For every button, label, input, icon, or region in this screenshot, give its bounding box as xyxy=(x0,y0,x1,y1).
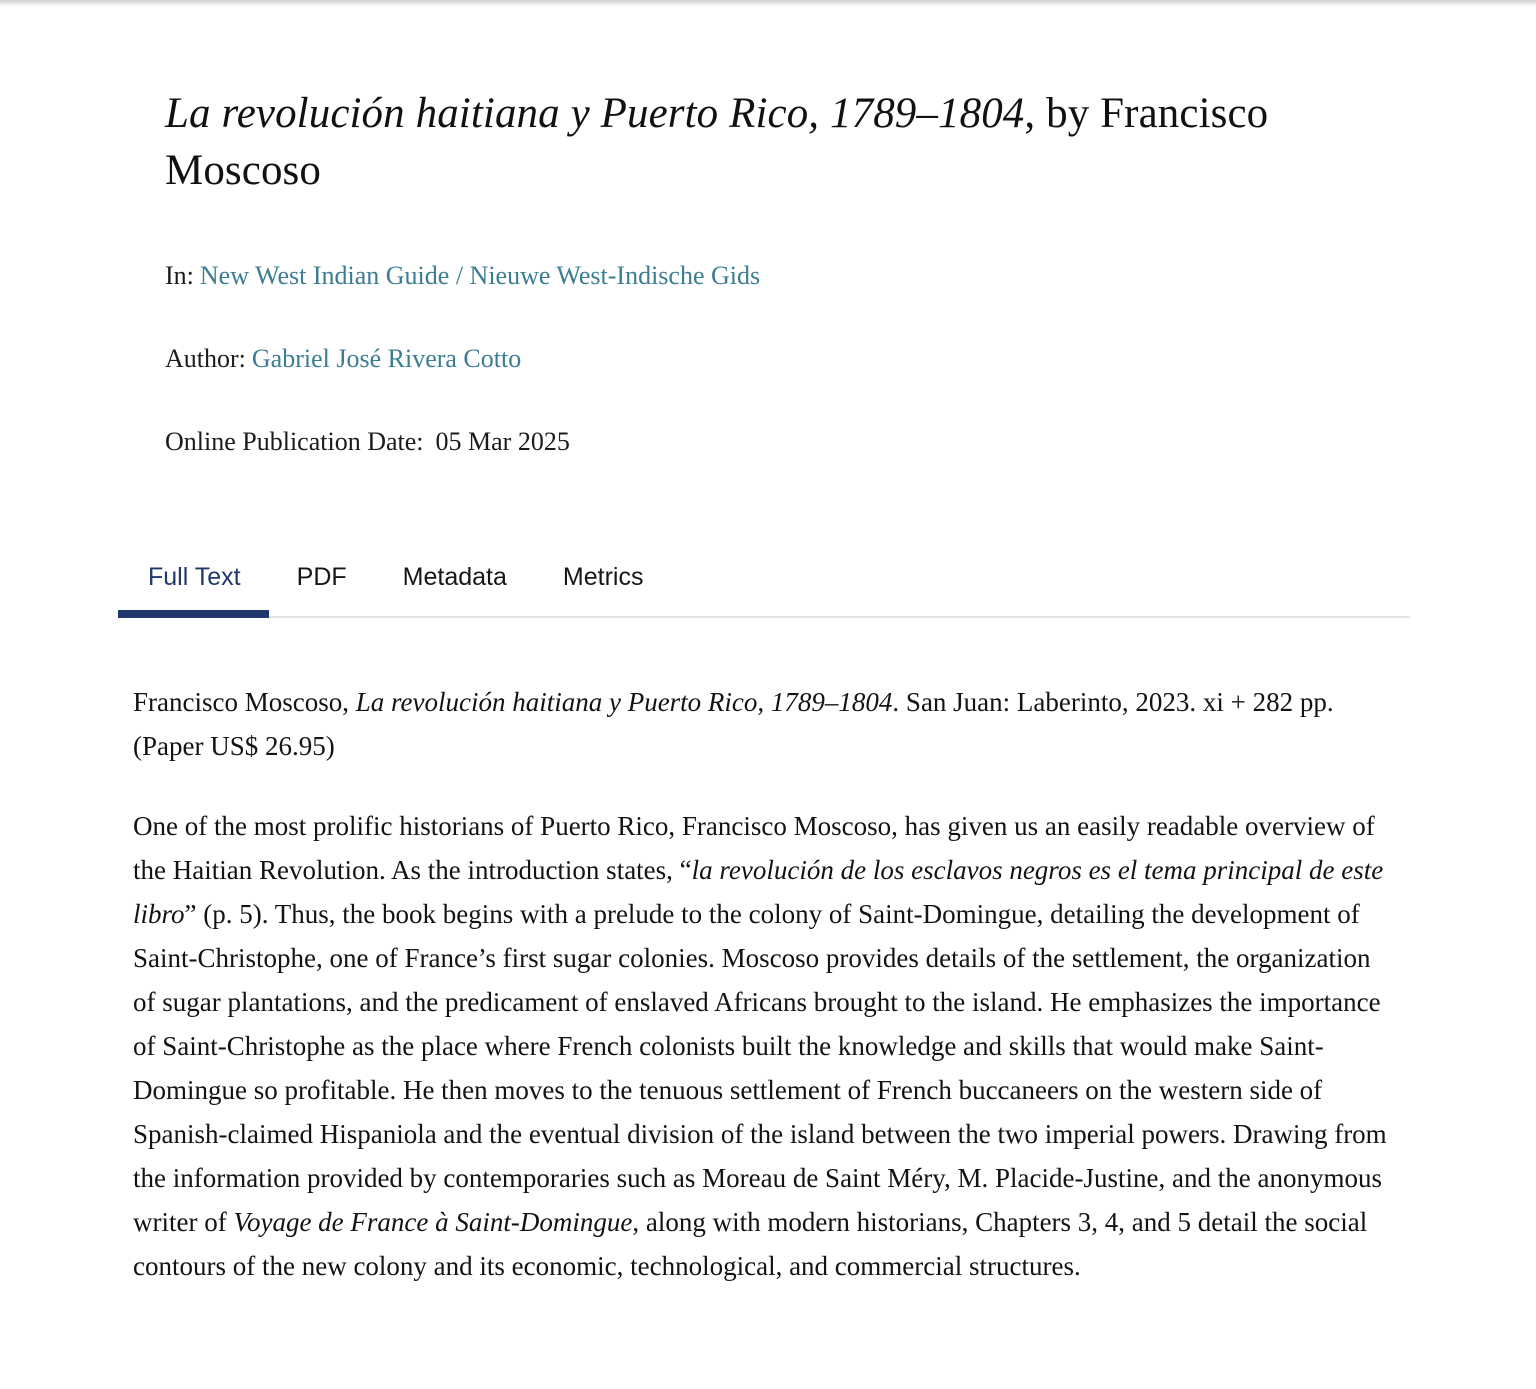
metadata-row-author xyxy=(165,339,1390,378)
journal-link[interactable]: New West Indian Guide / Nieuwe West-Indische Gids xyxy=(199,261,761,291)
review-paragraph-1 xyxy=(133,804,1390,1288)
author-link[interactable]: Gabriel José Rivera Cotto xyxy=(251,344,522,374)
publication-date-label: Online Publication Date: xyxy=(165,427,424,457)
citation-tail: . San Juan: Laberinto, 2023. xi + 282 pp. (Paper US$ 26.95) xyxy=(133,687,1334,762)
review-text-a: One of the most prolific historians of Puerto Rico, Francisco Moscoso, has given us an easily readable overview of the Haitian Revolution. As the introduction states, “ xyxy=(133,811,1375,886)
tab-metadata[interactable]: Metadata xyxy=(375,565,535,616)
citation-lead: Francisco Moscoso, xyxy=(133,687,356,718)
article-content xyxy=(0,680,1536,1288)
window-top-border xyxy=(0,0,1536,7)
page-title xyxy=(165,85,1390,199)
publication-date-value: 05 Mar 2025 xyxy=(435,427,570,457)
article-tabbar xyxy=(0,565,1536,618)
page-title-roman-part: , by Francisco Moscoso xyxy=(165,90,1269,195)
tab-metrics[interactable]: Metrics xyxy=(535,565,672,616)
page-title-italic-part: La revolución haitiana y Puerto Rico, 1789–1804 xyxy=(165,90,1025,137)
citation-work-title: La revolución haitiana y Puerto Rico, 1789–1804 xyxy=(355,687,893,718)
tab-list xyxy=(118,565,1410,618)
review-text-b: ” (p. 5). Thus, the book begins with a prelude to the colony of Saint-Domingue, detailing the development of Saint-Christophe, one of France’s first sugar colonies. Moscoso provides details of the settlement, the organization of sugar plantations, and the predicament of enslaved Africans brought to the island. He emphasizes the importance of Saint-Christophe as the place where French colonists built the knowledge and skills that would make Saint-Domingue so profitable. He then moves to the tenuous settlement of French buccaneers on the western side of Spanish-claimed Hispaniola and the eventual division of the island between the two imperial powers. Drawing from the information provided by contemporaries such as Moreau de Saint Méry, M. Placide-Justine, and the anonymous writer of xyxy=(133,899,1387,1238)
journal-label: In: xyxy=(165,261,194,291)
article-page xyxy=(0,7,1536,1288)
metadata-row-publication-date xyxy=(165,422,1390,461)
review-cited-title: Voyage de France à Saint-Domingue xyxy=(233,1207,633,1238)
metadata-row-journal xyxy=(165,256,1390,295)
tab-pdf[interactable]: PDF xyxy=(269,565,375,616)
author-label: Author: xyxy=(165,344,246,374)
review-text-c: , along with modern historians, Chapters 3, 4, and 5 detail the social contours of the new colony and its economic, technological, and commercial structures. xyxy=(133,1207,1368,1282)
article-header xyxy=(0,7,1536,461)
tab-full-text[interactable]: Full Text xyxy=(118,565,269,616)
article-metadata xyxy=(165,256,1390,461)
book-citation xyxy=(133,680,1390,768)
review-quote-spanish: la revolución de los esclavos negros es el tema principal de este libro xyxy=(133,855,1384,930)
